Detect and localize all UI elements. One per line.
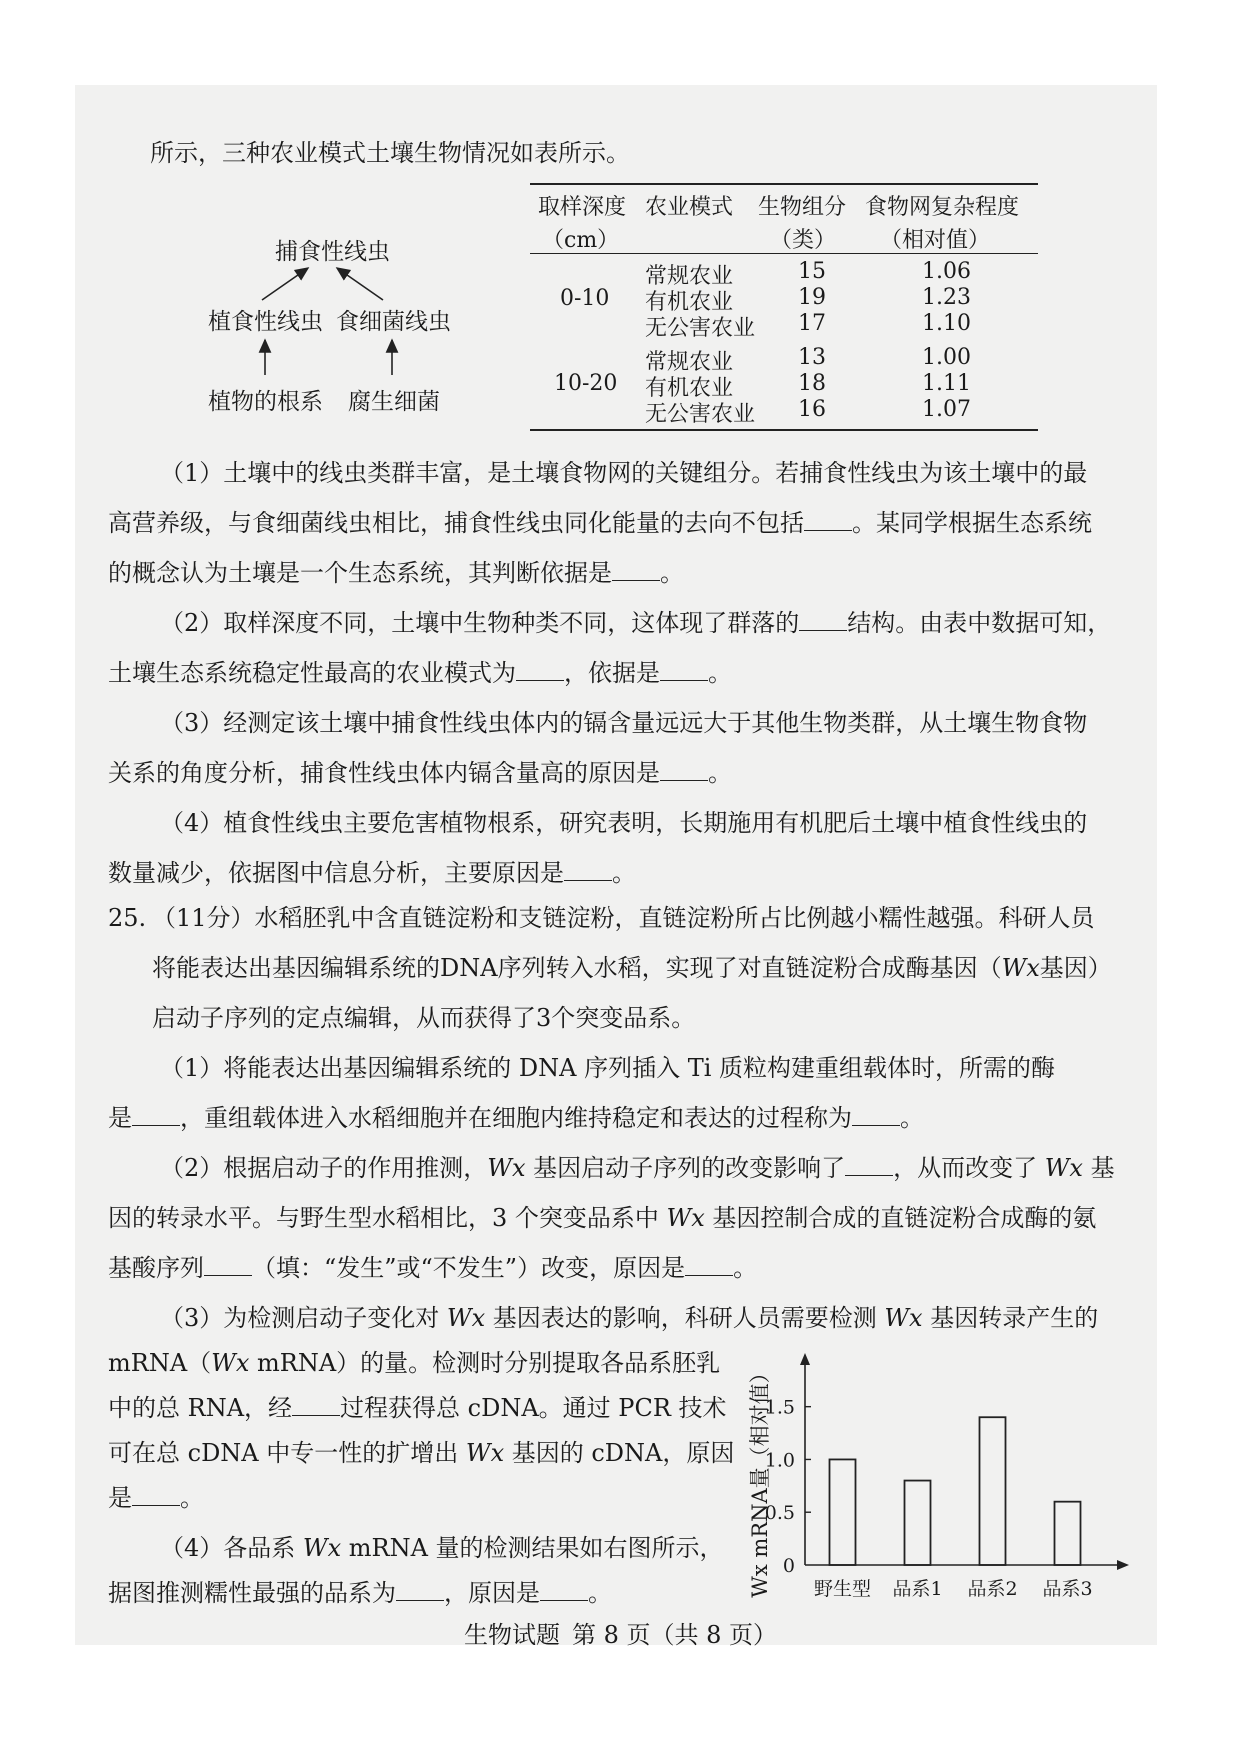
q25-text: 据图推测糯性最强的品系为 bbox=[108, 1579, 396, 1607]
header-species-unit: （类） bbox=[770, 228, 837, 253]
q24-p1-line1: （1）土壤中的线虫类群丰富，是土壤食物网的关键组分。若捕食性线虫为该土壤中的最 bbox=[160, 459, 1088, 487]
q25-intro-line2 bbox=[152, 953, 1112, 983]
q25-text: 基因控制合成的直链淀粉合成酶的氨 bbox=[704, 1204, 1097, 1232]
q25-text: （4）各品系 bbox=[160, 1534, 303, 1562]
wx-gene-symbol: Wx bbox=[446, 1304, 486, 1332]
header-complexity-unit: （相对值） bbox=[880, 228, 991, 253]
chart-bars bbox=[814, 1417, 1093, 1600]
answer-blank[interactable] bbox=[516, 658, 564, 681]
food-web-top: 捕食性线虫 bbox=[275, 239, 390, 265]
q24-p4-line2 bbox=[108, 858, 636, 888]
y-tick-label: 0 bbox=[782, 1555, 795, 1577]
answer-blank[interactable] bbox=[660, 658, 708, 681]
x-tick-label: 野生型 bbox=[813, 1578, 872, 1600]
q25-text: mRNA 量的检测结果如右图所示， bbox=[341, 1534, 724, 1562]
q25-p3-line3 bbox=[108, 1393, 727, 1423]
q24-p1-text: 。 bbox=[660, 559, 684, 587]
answer-blank[interactable] bbox=[396, 1578, 444, 1601]
answer-blank[interactable] bbox=[612, 558, 660, 581]
intro-line: 所示，三种农业模式土壤生物情况如表所示。 bbox=[150, 139, 630, 167]
q24-p2-text: ，依据是 bbox=[564, 659, 660, 687]
q25-text: （填：“发生”或“不发生”）改变，原因是 bbox=[252, 1254, 686, 1282]
answer-blank[interactable] bbox=[292, 1393, 340, 1416]
footer-page-number: 第 8 页（共 8 页） bbox=[571, 1621, 778, 1649]
food-web-arrows bbox=[0, 0, 520, 430]
q25-text: 基因的 cDNA，原因 bbox=[504, 1439, 735, 1467]
q24-p1-line3 bbox=[108, 558, 684, 588]
header-depth: 取样深度 bbox=[538, 195, 627, 220]
q25-text: 。 bbox=[900, 1104, 924, 1132]
q25-text: ，重组载体进入水稻细胞并在细胞内维持稳定和表达的过程称为 bbox=[180, 1104, 852, 1132]
table-row: 有机农业 bbox=[645, 290, 734, 315]
q25-number: 25. bbox=[108, 904, 147, 932]
page-footer bbox=[0, 1615, 1241, 1650]
q24-p4-text: 数量减少，依据图中信息分析，主要原因是 bbox=[108, 859, 564, 887]
answer-blank[interactable] bbox=[132, 1103, 180, 1126]
q25-text: 可在总 cDNA 中专一性的扩增出 bbox=[108, 1439, 466, 1467]
table-cell: 13 bbox=[798, 345, 826, 370]
y-axis-arrow-icon bbox=[800, 1353, 810, 1365]
answer-blank[interactable] bbox=[540, 1578, 588, 1601]
q25-p3-line2 bbox=[108, 1348, 720, 1378]
depth-0-10: 0-10 bbox=[560, 286, 610, 311]
food-web-bottom-left: 植物的根系 bbox=[208, 389, 323, 415]
table-cell: 1.11 bbox=[922, 371, 971, 396]
q25-text: （2）根据启动子的作用推测， bbox=[160, 1154, 488, 1182]
q25-intro-line1: （11分）水稻胚乳中含直链淀粉和支链淀粉，直链淀粉所占比例越小糯性越强。科研人员 bbox=[152, 904, 1095, 932]
q24-p2-text: 土壤生态系统稳定性最高的农业模式为 bbox=[108, 659, 516, 687]
q25-p3-line5 bbox=[108, 1483, 204, 1513]
q25-text: 基因转录产生的 bbox=[922, 1304, 1099, 1332]
table-top-rule bbox=[530, 183, 1038, 185]
table-cell: 19 bbox=[798, 285, 826, 310]
arrow-herbivore-to-predator bbox=[262, 268, 308, 300]
footer-subject: 生物试题 bbox=[463, 1621, 560, 1649]
wx-gene-symbol: Wx bbox=[884, 1304, 923, 1332]
table-cell: 15 bbox=[798, 259, 826, 284]
q24-p2-line2 bbox=[108, 658, 732, 688]
answer-blank[interactable] bbox=[804, 508, 852, 531]
q25-text: 基 bbox=[1082, 1154, 1115, 1182]
answer-blank[interactable] bbox=[845, 1153, 893, 1176]
q25-text: 。 bbox=[588, 1579, 612, 1607]
x-axis-arrow-icon bbox=[1117, 1560, 1129, 1570]
q25-p4-line1 bbox=[160, 1533, 724, 1563]
q25-text: 因的转录水平。与野生型水稻相比，3 个突变品系中 bbox=[108, 1204, 667, 1232]
answer-blank[interactable] bbox=[685, 1253, 733, 1276]
q25-text: 。 bbox=[733, 1254, 758, 1282]
wx-gene-symbol: Wx bbox=[1044, 1154, 1083, 1182]
header-complexity: 食物网复杂程度 bbox=[865, 195, 1020, 220]
q25-p2-line2 bbox=[108, 1203, 1096, 1233]
wx-gene-symbol: Wx bbox=[465, 1439, 505, 1467]
table-cell: 16 bbox=[798, 397, 826, 422]
q24-p1-text: 。某同学根据生态系统 bbox=[852, 509, 1092, 537]
wx-gene-symbol: Wx bbox=[1001, 954, 1040, 982]
wx-gene-symbol: Wx bbox=[302, 1534, 342, 1562]
q24-p4-line1: （4）植食性线虫主要危害植物根系，研究表明，长期施用有机肥后土壤中植食性线虫的 bbox=[160, 809, 1088, 837]
answer-blank[interactable] bbox=[132, 1483, 180, 1506]
q24-p2-text: 结构。由表中数据可知， bbox=[847, 609, 1112, 637]
y-tick-label: 1.5 bbox=[764, 1396, 795, 1419]
q24-p1-line2 bbox=[108, 508, 1092, 538]
q25-text: 基因启动子序列的改变影响了 bbox=[525, 1154, 846, 1182]
table-row: 无公害农业 bbox=[645, 402, 756, 427]
q25-text: 基因表达的影响，科研人员需要检测 bbox=[485, 1304, 885, 1332]
q25-p2-line3 bbox=[108, 1253, 757, 1283]
answer-blank[interactable] bbox=[204, 1253, 252, 1276]
food-web-middle-right: 食细菌线虫 bbox=[336, 309, 451, 335]
table-row: 常规农业 bbox=[645, 350, 734, 375]
q25-p1-line2 bbox=[108, 1103, 924, 1133]
bar bbox=[980, 1417, 1006, 1565]
answer-blank[interactable] bbox=[852, 1103, 900, 1126]
answer-blank[interactable] bbox=[799, 608, 847, 631]
q24-p2-text: （2）取样深度不同，土壤中生物种类不同，这体现了群落的 bbox=[160, 609, 800, 637]
x-tick-label: 品系2 bbox=[967, 1578, 1018, 1600]
food-web-bottom-right: 腐生细菌 bbox=[348, 389, 440, 415]
answer-blank[interactable] bbox=[660, 758, 708, 781]
food-web-middle-left: 植食性线虫 bbox=[208, 309, 323, 335]
arrow-bacterivore-to-predator bbox=[337, 268, 383, 300]
q25-text: ，原因是 bbox=[444, 1579, 540, 1607]
y-tick-label: 1.0 bbox=[764, 1449, 795, 1472]
bar bbox=[905, 1481, 931, 1565]
y-axis-label: Wx mRNA量（相对值） bbox=[748, 1362, 772, 1598]
bar bbox=[830, 1459, 856, 1565]
q25-p2-line1 bbox=[160, 1153, 1115, 1183]
header-species: 生物组分 bbox=[758, 195, 847, 220]
q24-p2-line1 bbox=[160, 608, 1111, 638]
q25-text: mRNA（ bbox=[108, 1349, 212, 1377]
q25-text: 是 bbox=[108, 1104, 132, 1132]
q25-p1-line1: （1）将能表达出基因编辑系统的 DNA 序列插入 Ti 质粒构建重组载体时，所需的酶 bbox=[160, 1054, 1056, 1082]
q24-p3-text: 关系的角度分析，捕食性线虫体内镉含量高的原因是 bbox=[108, 759, 660, 787]
table-bottom-rule bbox=[530, 429, 1038, 431]
wx-gene-symbol: Wx bbox=[666, 1204, 705, 1232]
q25-text: 基酸序列 bbox=[108, 1254, 204, 1282]
q25-intro-line3: 启动子序列的定点编辑，从而获得了3个突变品系。 bbox=[152, 1004, 696, 1032]
q24-p3-text: 。 bbox=[708, 759, 732, 787]
depth-10-20: 10-20 bbox=[554, 371, 618, 396]
q25-text: mRNA）的量。检测时分别提取各品系胚乳 bbox=[249, 1349, 721, 1377]
wx-mrna-bar-chart bbox=[745, 1350, 1145, 1620]
q25-text: 基因） bbox=[1039, 954, 1112, 982]
q25-text: 是 bbox=[108, 1484, 132, 1512]
q25-text: 将能表达出基因编辑系统的DNA序列转入水稻，实现了对直链淀粉合成酶基因（ bbox=[152, 954, 1002, 982]
q25-p4-line2 bbox=[108, 1578, 612, 1608]
answer-blank[interactable] bbox=[564, 858, 612, 881]
wx-gene-symbol: Wx bbox=[211, 1349, 250, 1377]
table-cell: 1.07 bbox=[922, 397, 971, 422]
q25-p3-line4 bbox=[108, 1438, 734, 1468]
table-row: 常规农业 bbox=[645, 264, 734, 289]
table-cell: 1.00 bbox=[922, 345, 971, 370]
bar bbox=[1055, 1502, 1081, 1565]
q25-text: 。 bbox=[180, 1484, 204, 1512]
table-cell: 1.23 bbox=[922, 285, 971, 310]
q25-text: （3）为检测启动子变化对 bbox=[160, 1304, 447, 1332]
table-row: 有机农业 bbox=[645, 376, 734, 401]
header-depth-unit: （cm） bbox=[542, 228, 620, 253]
q25-p3-line1 bbox=[160, 1303, 1098, 1333]
q25-text: 过程获得总 cDNA。通过 PCR 技术 bbox=[340, 1394, 727, 1422]
x-tick-label: 品系3 bbox=[1042, 1578, 1093, 1600]
q25-text: ，从而改变了 bbox=[893, 1154, 1045, 1182]
q25-text: 中的总 RNA，经 bbox=[108, 1394, 293, 1422]
table-cell: 1.06 bbox=[922, 259, 971, 284]
y-tick-label: 0.5 bbox=[764, 1502, 795, 1525]
table-cell: 1.10 bbox=[922, 311, 971, 336]
x-tick-label: 品系1 bbox=[892, 1578, 943, 1600]
q24-p3-line1: （3）经测定该土壤中捕食性线虫体内的镉含量远远大于其他生物类群，从土壤生物食物 bbox=[160, 709, 1088, 737]
q24-p3-line2 bbox=[108, 758, 732, 788]
q24-p1-text: 高营养级，与食细菌线虫相比，捕食性线虫同化能量的去向不包括 bbox=[108, 509, 804, 537]
q24-p1-text: 的概念认为土壤是一个生态系统，其判断依据是 bbox=[108, 559, 612, 587]
header-mode: 农业模式 bbox=[645, 195, 734, 220]
table-cell: 18 bbox=[798, 371, 826, 396]
table-cell: 17 bbox=[798, 311, 826, 336]
q24-p4-text: 。 bbox=[612, 859, 636, 887]
table-row: 无公害农业 bbox=[645, 316, 756, 341]
wx-gene-symbol: Wx bbox=[487, 1154, 526, 1182]
q24-p2-text: 。 bbox=[708, 659, 732, 687]
